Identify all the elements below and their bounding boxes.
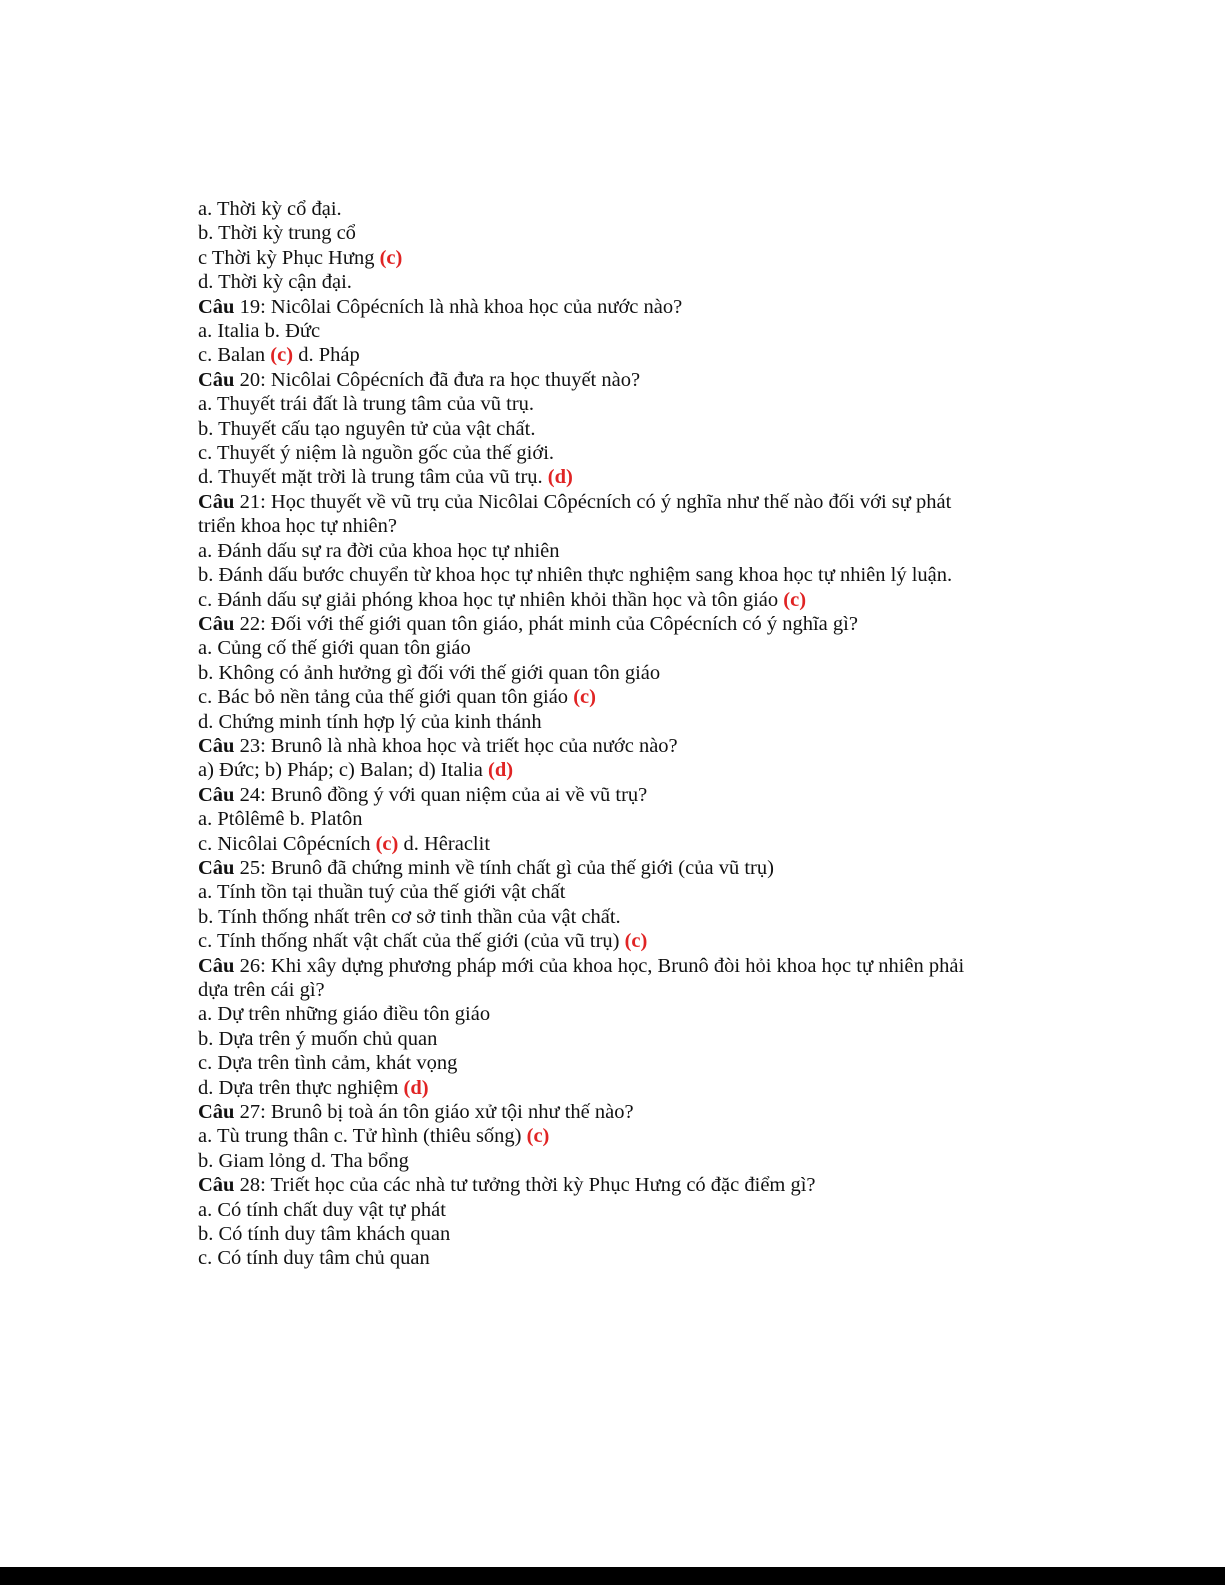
question-line — [198, 954, 998, 978]
option-line — [198, 758, 998, 782]
answer-key: (c) — [624, 930, 648, 953]
option-text: a. Thời kỳ cổ đại. — [198, 198, 342, 220]
question-text: 28: Triết học của các nhà tư tưởng thời kỳ Phục Hưng có đặc điểm gì? — [234, 1174, 816, 1197]
answer-key: (d) — [547, 466, 573, 489]
option-line — [198, 636, 998, 660]
option-line — [198, 905, 998, 929]
option-line — [198, 392, 998, 416]
question-line — [198, 856, 998, 880]
option-text: b. Thuyết cấu tạo nguyên tử của vật chất. — [198, 417, 536, 440]
option-text: a. Thuyết trái đất là trung tâm của vũ trụ. — [198, 393, 535, 416]
option-text: a. Tù trung thân c. Tử hình (thiêu sống) — [198, 1125, 527, 1148]
option-line — [198, 1149, 998, 1173]
question-label: Câu — [198, 295, 235, 318]
option-line — [198, 1002, 998, 1026]
option-line — [198, 539, 998, 563]
option-line — [198, 465, 998, 489]
question-line — [198, 783, 998, 807]
option-text: c. Đánh dấu sự giải phóng khoa học tự nhiên khỏi thần học và tôn giáo — [198, 588, 784, 611]
option-text: c Thời kỳ Phục Hưng — [198, 246, 380, 269]
option-text-after: d. Hêraclit — [398, 832, 491, 855]
option-line — [198, 563, 998, 587]
option-text: b. Giam lỏng d. Tha bổng — [198, 1149, 409, 1172]
option-line — [198, 1027, 998, 1051]
option-line — [198, 661, 998, 685]
option-text: b. Thời kỳ trung cổ — [198, 222, 356, 245]
question-text: 21: Học thuyết về vũ trụ của Nicôlai Côpécních có ý nghĩa như thế nào đối với sự phát — [234, 490, 952, 513]
question-label: Câu — [198, 856, 235, 879]
option-line — [198, 1076, 998, 1100]
question-text: 19: Nicôlai Côpécních là nhà khoa học của nước nào? — [234, 295, 683, 318]
option-line — [198, 514, 998, 538]
option-line — [198, 807, 998, 831]
question-line — [198, 295, 998, 319]
option-line — [198, 588, 998, 612]
option-text: c. Dựa trên tình cảm, khát vọng — [198, 1052, 458, 1075]
option-line — [198, 1246, 998, 1270]
option-line — [198, 441, 998, 465]
option-line — [198, 1124, 998, 1148]
option-text: a. Củng cố thế giới quan tôn giáo — [198, 637, 471, 660]
option-line — [198, 978, 998, 1002]
option-text: a. Tính tồn tại thuần tuý của thế giới vật chất — [198, 881, 566, 904]
answer-key: (d) — [488, 759, 514, 782]
option-text: b. Đánh dấu bước chuyển từ khoa học tự nhiên thực nghiệm sang khoa học tự nhiên lý luận. — [198, 564, 953, 587]
question-line — [198, 490, 998, 514]
option-line — [198, 1198, 998, 1222]
option-text: dựa trên cái gì? — [198, 979, 325, 1001]
option-text: a. Ptôlêmê b. Platôn — [198, 808, 363, 831]
option-line — [198, 710, 998, 734]
option-line — [198, 685, 998, 709]
option-text: d. Thời kỳ cận đại. — [198, 271, 352, 294]
option-line — [198, 197, 998, 221]
option-text: b. Có tính duy tâm khách quan — [198, 1223, 451, 1246]
question-text: 20: Nicôlai Côpécních đã đưa ra học thuyết nào? — [234, 368, 641, 391]
question-line — [198, 1173, 998, 1197]
option-line — [198, 832, 998, 856]
answer-key: (c) — [375, 832, 399, 855]
option-text: a. Italia b. Đức — [198, 320, 321, 343]
option-text: c. Thuyết ý niệm là nguồn gốc của thế giới. — [198, 442, 555, 465]
option-line — [198, 929, 998, 953]
question-label: Câu — [198, 1101, 235, 1124]
option-text: d. Thuyết mặt trời là trung tâm của vũ trụ. — [198, 466, 548, 489]
question-label: Câu — [198, 368, 235, 391]
option-text: d. Chứng minh tính hợp lý của kinh thánh — [198, 710, 542, 733]
bottom-border-bar — [0, 1567, 1225, 1585]
question-line — [198, 368, 998, 392]
option-line — [198, 270, 998, 294]
option-text: c. Tính thống nhất vật chất của thế giới (của vũ trụ) — [198, 930, 625, 953]
question-text: 25: Brunô đã chứng minh về tính chất gì của thế giới (của vũ trụ) — [234, 856, 774, 879]
option-text: c. Có tính duy tâm chủ quan — [198, 1247, 430, 1270]
option-text: a. Đánh dấu sự ra đời của khoa học tự nhiên — [198, 539, 560, 562]
option-line — [198, 880, 998, 904]
question-text: 26: Khi xây dựng phương pháp mới của khoa học, Brunô đòi hỏi khoa học tự nhiên phải — [234, 954, 965, 977]
question-text: 27: Brunô bị toà án tôn giáo xử tội như thế nào? — [234, 1101, 634, 1124]
option-line — [198, 221, 998, 245]
answer-key: (c) — [526, 1125, 550, 1148]
option-line — [198, 1222, 998, 1246]
question-label: Câu — [198, 1174, 235, 1197]
option-text: c. Balan — [198, 344, 271, 367]
question-text: 23: Brunô là nhà khoa học và triết học của nước nào? — [234, 734, 678, 757]
quiz-text-block — [198, 197, 998, 1271]
option-text: b. Tính thống nhất trên cơ sở tinh thần của vật chất. — [198, 905, 621, 928]
question-label: Câu — [198, 490, 235, 513]
question-label: Câu — [198, 612, 235, 635]
question-text: 22: Đối với thế giới quan tôn giáo, phát minh của Côpécních có ý nghĩa gì? — [234, 612, 858, 635]
question-label: Câu — [198, 783, 235, 806]
option-text: c. Nicôlai Côpécních — [198, 832, 376, 855]
option-text: a. Có tính chất duy vật tự phát — [198, 1198, 446, 1221]
option-text: triển khoa học tự nhiên? — [198, 515, 397, 538]
question-text: 24: Brunô đồng ý với quan niệm của ai về vũ trụ? — [234, 783, 648, 806]
question-label: Câu — [198, 954, 235, 977]
question-line — [198, 1100, 998, 1124]
answer-key: (c) — [783, 588, 807, 611]
option-text-after: d. Pháp — [293, 344, 360, 367]
question-line — [198, 612, 998, 636]
answer-key: (c) — [573, 686, 596, 709]
answer-key: (c) — [379, 246, 403, 269]
answer-key: (c) — [270, 344, 294, 367]
option-line — [198, 246, 998, 270]
option-line — [198, 319, 998, 343]
option-text: d. Dựa trên thực nghiệm — [198, 1076, 404, 1099]
option-line — [198, 343, 998, 367]
option-text: b. Dựa trên ý muốn chủ quan — [198, 1027, 438, 1050]
question-label: Câu — [198, 734, 235, 757]
option-text: b. Không có ảnh hưởng gì đối với thế giới quan tôn giáo — [198, 661, 661, 684]
option-text: a. Dự trên những giáo điều tôn giáo — [198, 1003, 491, 1026]
option-text: a) Đức; b) Pháp; c) Balan; d) Italia — [198, 759, 489, 782]
option-line — [198, 1051, 998, 1075]
question-line — [198, 734, 998, 758]
option-text: c. Bác bỏ nền tảng của thế giới quan tôn giáo — [198, 686, 574, 709]
answer-key: (d) — [403, 1076, 429, 1099]
option-line — [198, 417, 998, 441]
